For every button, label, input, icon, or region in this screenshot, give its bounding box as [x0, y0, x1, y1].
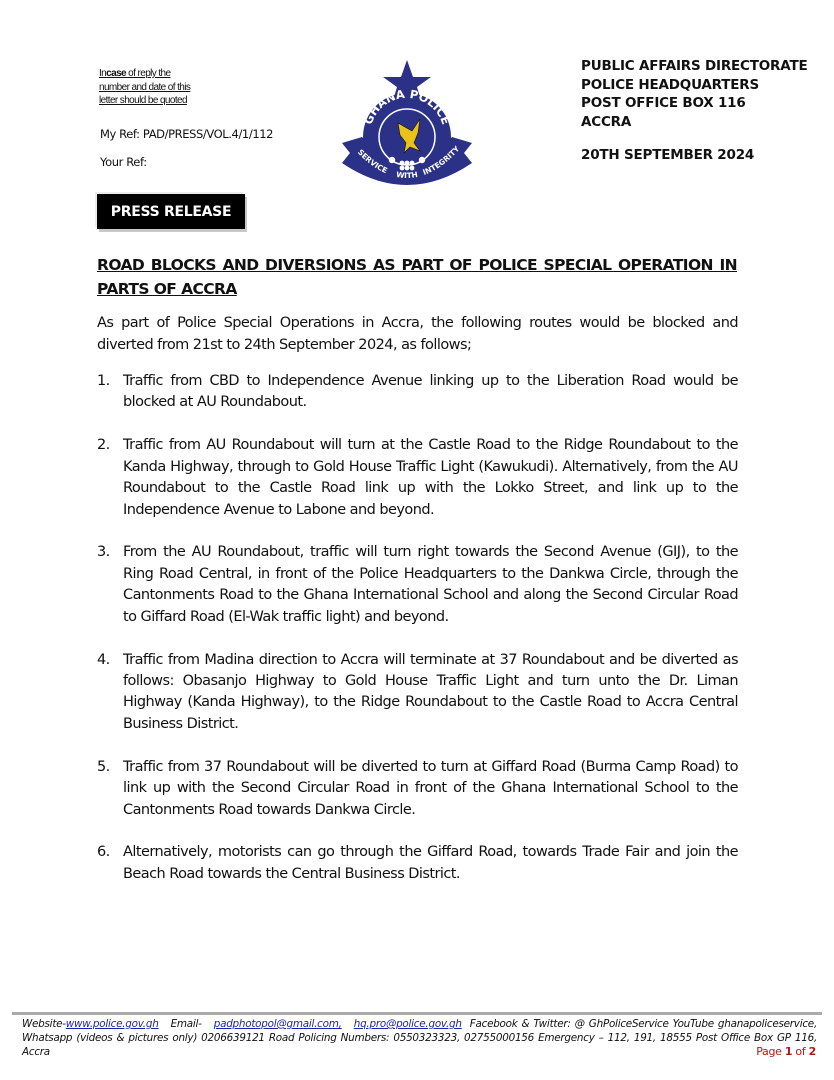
- police-crest-icon: [340, 57, 475, 192]
- page-label: Page: [756, 1045, 782, 1058]
- list-item: [97, 757, 738, 821]
- item-text: From the AU Roundabout, traffic will turn right towards the Second Avenue (GIJ), to the Ring Road Central, in front of the Police Headquarters to the Dankwa Circle, through the Cantonments Road to the Ghana International School and along the Second Circular Road to Giffard Road (El-Wak traffic light) and beyond.: [123, 544, 738, 625]
- item-text: Traffic from CBD to Independence Avenue linking up to the Liberation Road would be blocked at AU Roundabout.: [123, 373, 738, 411]
- my-reference: My Ref: PAD/PRESS/VOL.4/1/112: [100, 127, 274, 141]
- reply-note-bold: case: [106, 68, 126, 79]
- list-item: [97, 542, 738, 628]
- logo-ribbon-text-right: INTEGRITY: [421, 144, 462, 177]
- reply-note-line-3: letter should be quoted: [99, 95, 187, 106]
- intro-paragraph: As part of Police Special Operations in Accra, the following routes would be blocked and diverted from 21st to 24th September 2024, as follows;: [97, 315, 738, 353]
- page-number: [756, 1045, 816, 1058]
- item-number: 4.: [97, 651, 110, 668]
- item-number: 5.: [97, 758, 110, 775]
- ghana-police-logo: [340, 57, 475, 192]
- email-link-hq-pro[interactable]: hq.pro@police.gov.gh: [353, 1018, 462, 1030]
- route-list: [97, 371, 738, 907]
- document-title: ROAD BLOCKS AND DIVERSIONS AS PART OF POLICE SPECIAL OPERATION IN PARTS OF ACCRA: [97, 256, 737, 298]
- address-line: PUBLIC AFFAIRS DIRECTORATE: [581, 58, 808, 74]
- page-total: 2: [808, 1045, 816, 1058]
- your-reference: Your Ref:: [100, 155, 147, 169]
- list-item: [97, 650, 738, 736]
- footer-contact-info: [22, 1017, 817, 1059]
- social-contact-text: Facebook & Twitter: @ GhPoliceService YouTube ghanapoliceservice, Whatsapp (videos & pictures only) 0206639121 Road Policing Numbers: 0550323323, 02755000156 Emergency – 112, 191, 18555 Post Office Box GP 116, Accra: [22, 1018, 818, 1058]
- press-release-label: PRESS RELEASE: [97, 194, 245, 229]
- website-link[interactable]: www.police.gov.gh: [65, 1018, 159, 1030]
- item-text: Traffic from AU Roundabout will turn at the Castle Road to the Ridge Roundabout to the Kanda Highway, through to Gold House Traffic Light (Kawukudi). Alternatively, from the AU Roundabout to the Castle Road link up with the Lokko Street, and link up to the Independence Avenue to Labone and beyond.: [123, 437, 738, 518]
- item-text: Traffic from Madina direction to Accra will terminate at 37 Roundabout and be diverted as follows: Obasanjo Highway to Gold House Traffic Light and turn unto the Dr. Liman Highway (Kanda Highway), to the Ridge Roundabout to the Castle Road to Accra Central Business District.: [123, 651, 738, 732]
- page-current: 1: [784, 1045, 793, 1058]
- address-line: ACCRA: [581, 113, 632, 130]
- reply-note-line-1: [99, 67, 229, 81]
- reply-note-prefix: In: [99, 68, 107, 79]
- item-number: 1.: [97, 373, 110, 389]
- reply-instruction-note: [99, 67, 229, 108]
- item-number: 2.: [97, 437, 110, 454]
- email-link-padphotopol[interactable]: padphotopol@gmail.com,: [213, 1018, 342, 1030]
- page-of: of: [795, 1045, 806, 1058]
- item-text: Traffic from 37 Roundabout will be diverted to turn at Giffard Road (Burma Camp Road) to link up with the Second Circular Road in front of the Ghana International School to the Cantonments Road towards Dankwa Circle.: [123, 758, 738, 818]
- address-line: POLICE HEADQUARTERS: [581, 76, 760, 93]
- logo-ribbon-text: SERVICE: [355, 147, 389, 176]
- website-label: Website-: [22, 1018, 66, 1030]
- sender-address: [581, 57, 807, 131]
- reply-note-suffix: of reply the: [126, 68, 171, 79]
- logo-ribbon-text-center: WITH: [395, 169, 419, 181]
- footer-divider: [12, 1012, 822, 1015]
- item-number: 3.: [97, 544, 110, 561]
- item-text: Alternatively, motorists can go through the Giffard Road, towards Trade Fair and join the Beach Road towards the Central Business District.: [123, 844, 738, 882]
- letter-date: 20TH SEPTEMBER 2024: [581, 147, 755, 163]
- list-item: [97, 371, 738, 414]
- email-label: Email-: [170, 1018, 202, 1030]
- list-item: [97, 842, 738, 885]
- reply-note-line-2: number and date of this: [99, 81, 191, 93]
- list-item: [97, 435, 738, 521]
- logo-top-text: GHANA POLICE: [360, 86, 454, 127]
- address-line: POST OFFICE BOX 116: [581, 95, 746, 111]
- item-number: 6.: [97, 844, 110, 861]
